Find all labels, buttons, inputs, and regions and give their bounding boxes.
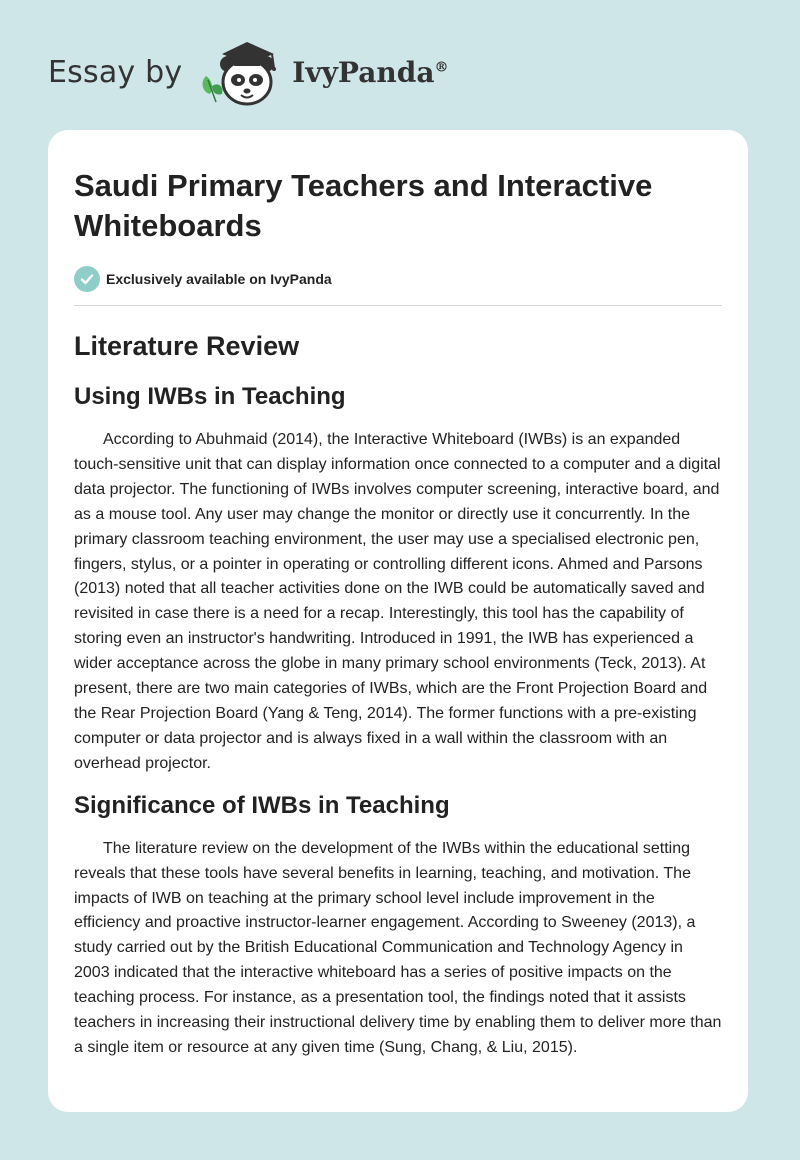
panda-logo-icon [196,36,288,108]
subsection-heading: Significance of IWBs in Teaching [74,791,450,819]
registered-mark: ® [434,59,449,76]
subsection-heading: Using IWBs in Teaching [74,383,346,410]
divider [74,305,722,306]
paragraph: According to Abuhmaid (2014), the Interactive Whiteboard (IWBs) is an expanded touch-sensitive unit that can display information once connected to a computer and a digital data projector. The functioning of IWBs involves computer screening, interactive board, and as a mouse tool. Any user may change the monitor or directly use it concurrently. In the primary classroom teaching environment, the user may use a specialised electronic pen, fingers, stylus, or a pointer in operating or controlling different icons. Ahmed and Parsons (2013) noted that all teacher activities done on the IWB could be automatically saved and revisited in case there is a need for a recap. Interestingly, this tool has the capability of storing even an instructor's handwriting. Introduced in 1991, the IWB has experienced a wider acceptance across the globe in many primary school environments (Teck, 2013). At present, there are two main categories of IWBs, which are the Front Projection Board and the Rear Projection Board (Yang & Teng, 2014). The former functions with a pre-existing computer or data projector and is always fixed in a wall within the classroom with an overhead projector. [74,431,721,772]
section-heading: Literature Review [74,331,300,361]
paragraph: The literature review on the development of the IWBs within the educational setting reveals that these tools have several benefits in learning, teaching, and motivation. The impacts of IWB on teaching at the primary school level include improvement in the efficiency and proactive instructor-learner engagement. According to Sweeney (2013), a study carried out by the British Educational Communication and Technology Agency in 2003 indicated that the interactive whiteboard has a series of positive impacts on the teaching process. For instance, as a presentation tool, the findings noted that it assists teachers in increasing their instructional delivery time by enabling them to deliver more than a single item or resource at any given time (Sung, Chang, & Liu, 2015). [74,839,722,1056]
leaf-icon [203,76,223,102]
check-icon [74,266,100,292]
exclusive-label: Exclusively available on IvyPanda [106,271,332,287]
essay-card [48,130,748,1112]
exclusive-badge [74,266,722,292]
brand-header[interactable] [48,36,448,108]
page-title: Saudi Primary Teachers and Interactive Whiteboards [74,168,653,243]
essay-by-label: Essay by [48,54,183,90]
brand-name: IvyPanda® [292,55,449,89]
